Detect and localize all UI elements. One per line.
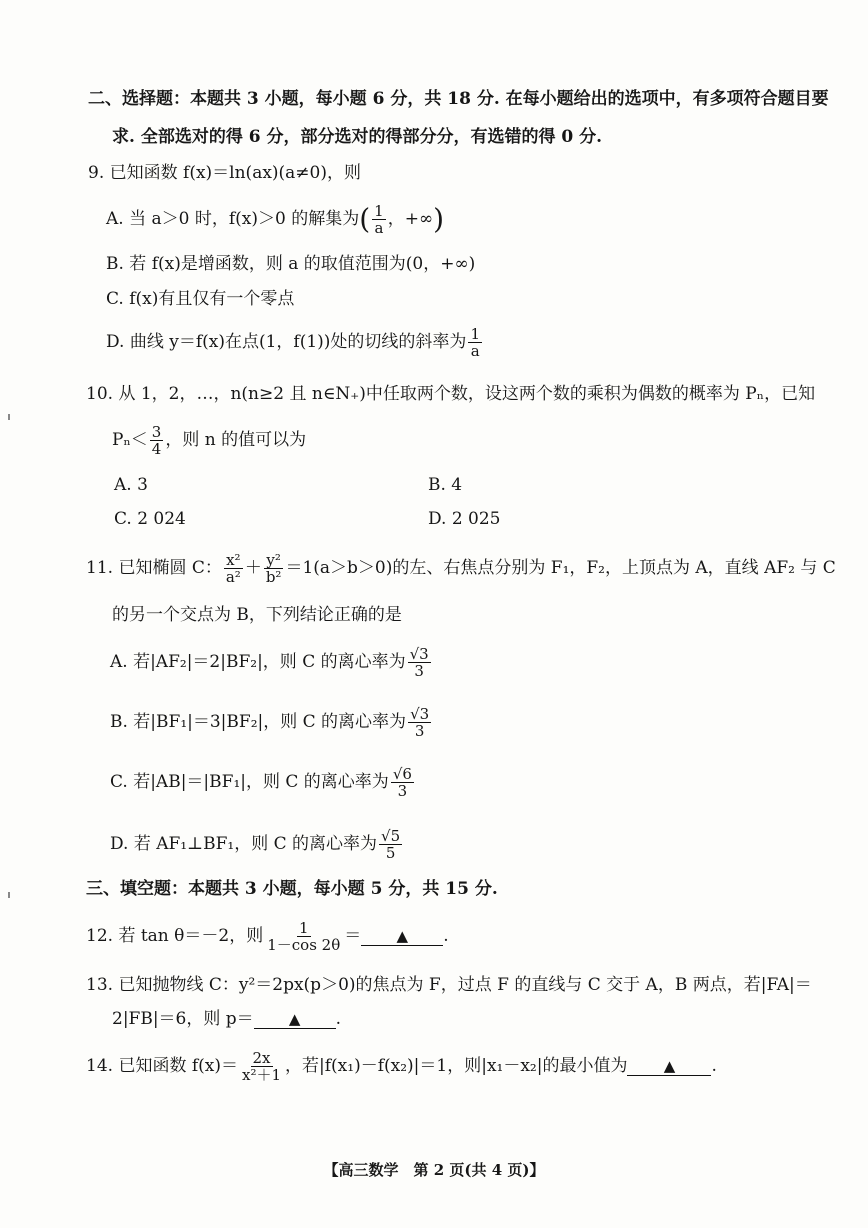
section2-header-line1: 二、选择题：本题共 3 小题，每小题 6 分，共 18 分. 在每小题给出的选项中，有多项符合题目要: [88, 89, 829, 109]
q11-option-a: [110, 646, 433, 679]
q9-option-a-text: A. 当 a＞0 时，f(x)＞0 的解集为: [106, 209, 360, 229]
q10-stem-line2: [112, 424, 306, 457]
right-paren: ): [433, 202, 445, 236]
q9-option-c: C. f(x)有且仅有一个零点: [106, 289, 295, 309]
q11-fraction-y: [264, 552, 284, 585]
q9-option-d-text: D. 曲线 y＝f(x)在点(1，f(1))处的切线的斜率为: [106, 332, 467, 352]
q11-option-d-text: D. 若 AF₁⊥BF₁，则 C 的离心率为: [110, 834, 378, 854]
q10-option-c: C. 2 024: [114, 509, 186, 529]
q12-text: 12. 若 tan θ＝－2，则: [86, 926, 264, 946]
left-paren: (: [359, 202, 371, 236]
fraction-denominator: 3: [414, 662, 424, 680]
q11-option-c-text: C. 若|AB|＝|BF₁|，则 C 的离心率为: [110, 772, 389, 792]
q10-option-d: D. 2 025: [428, 509, 501, 529]
q11-fraction-x: [224, 552, 243, 585]
fraction-denominator: a: [374, 219, 384, 237]
q11-option-b: [110, 706, 433, 739]
q9-option-d: [106, 326, 484, 359]
q10-fraction: [150, 424, 164, 457]
fraction-numerator: 2x: [252, 1049, 271, 1067]
section2-header-line2: 求. 全部选对的得 6 分，部分选对的得部分分，有选错的得 0 分.: [112, 127, 603, 147]
page-footer: 【高三数学 第 2 页(共 4 页)】: [323, 1161, 545, 1179]
q11-stem: [86, 552, 836, 585]
q9-option-d-fraction: [468, 326, 482, 359]
fraction-denominator: 4: [151, 440, 162, 458]
section3-header: 三、填空题：本题共 3 小题，每小题 5 分，共 15 分.: [86, 879, 498, 899]
fraction-numerator: y²: [266, 551, 281, 569]
q9-stem: 9. 已知函数 f(x)＝ln(ax)(a≠0)，则: [88, 163, 362, 183]
fraction-numerator: 3: [151, 423, 162, 441]
fraction-denominator: 3: [414, 722, 425, 740]
q10-line2-text: Pₙ＜: [112, 430, 148, 450]
q14-fraction: [240, 1050, 283, 1083]
fraction-numerator: x²: [226, 551, 241, 569]
q12-answer-blank[interactable]: [361, 927, 443, 946]
triangle-mark-icon: ▲: [288, 1010, 301, 1028]
fraction-denominator: b²: [265, 568, 282, 586]
q13-answer-blank[interactable]: [254, 1010, 336, 1029]
q13-period: .: [335, 1009, 342, 1029]
fraction-numerator: √3: [409, 645, 429, 663]
q9-option-b: B. 若 f(x)是增函数，则 a 的取值范围为(0，+∞): [106, 254, 476, 274]
q11-option-d: [110, 828, 404, 861]
q11-option-c-fraction: [391, 766, 414, 799]
q11-stem-line2: 的另一个交点为 B，下列结论正确的是: [112, 605, 402, 625]
q10-stem: 10. 从 1，2，…，n(n≥2 且 n∈N₊)中任取两个数，设这两个数的乘积为偶数的概率为 Pₙ，已知: [86, 384, 816, 404]
fraction-numerator: √6: [392, 765, 412, 783]
q9-option-a-fraction: [372, 203, 386, 236]
fraction-denominator: 5: [385, 844, 396, 862]
scan-mark: [8, 414, 10, 420]
fraction-numerator: 1: [470, 325, 480, 343]
q11-option-d-fraction: [379, 828, 402, 861]
q11-stem-text: 11. 已知椭圆 C：: [86, 558, 222, 578]
q10-line2-tail: ，则 n 的值可以为: [165, 430, 307, 450]
q13-line2: [112, 1008, 341, 1030]
q11-option-b-fraction: [408, 706, 431, 739]
q12-period: .: [443, 926, 449, 946]
q14-text: 14. 已知函数 f(x)＝: [86, 1056, 238, 1076]
q10-option-b: B. 4: [428, 475, 463, 495]
q12-fraction: [265, 920, 342, 953]
q11-plus: ＋: [244, 558, 262, 578]
q14-answer-blank[interactable]: [627, 1057, 711, 1076]
fraction-denominator: a: [470, 342, 480, 360]
fraction-numerator: √3: [410, 705, 430, 723]
scan-mark: [8, 892, 10, 898]
q9-option-a-tail: ，+∞: [387, 209, 434, 229]
q11-option-b-text: B. 若|BF₁|＝3|BF₂|，则 C 的离心率为: [110, 712, 407, 732]
q14-middle-text: ，若|f(x₁)－f(x₂)|＝1，则|x₁－x₂|的最小值为: [285, 1056, 628, 1076]
q12-equals: ＝: [344, 926, 362, 946]
triangle-mark-icon: ▲: [396, 927, 408, 945]
q10-option-a: A. 3: [114, 475, 148, 495]
q13-stem: 13. 已知抛物线 C：y²＝2px(p＞0)的焦点为 F，过点 F 的直线与 C 交于 A，B 两点，若|FA|＝: [86, 975, 812, 995]
fraction-denominator: 1－cos 2θ: [267, 936, 341, 954]
fraction-denominator: a²: [225, 568, 241, 586]
q12: [86, 920, 449, 953]
q11-option-a-fraction: [408, 646, 431, 679]
fraction-denominator: 3: [397, 782, 408, 800]
q11-option-a-text: A. 若|AF₂|＝2|BF₂|，则 C 的离心率为: [110, 652, 406, 672]
fraction-numerator: √5: [381, 827, 401, 845]
q9-option-a: [106, 203, 444, 236]
fraction-numerator: 1: [298, 919, 309, 937]
fraction-denominator: x²＋1: [242, 1066, 282, 1084]
q11-option-c: [110, 766, 416, 799]
q14: [86, 1050, 717, 1083]
fraction-numerator: 1: [374, 202, 384, 220]
triangle-mark-icon: ▲: [663, 1057, 676, 1075]
q14-period: .: [711, 1056, 717, 1076]
q13-line2-text: 2|FB|＝6，则 p＝: [112, 1009, 254, 1029]
q11-stem-tail: ＝1(a＞b＞0)的左、右焦点分别为 F₁，F₂，上顶点为 A，直线 AF₂ 与 C: [285, 558, 836, 578]
